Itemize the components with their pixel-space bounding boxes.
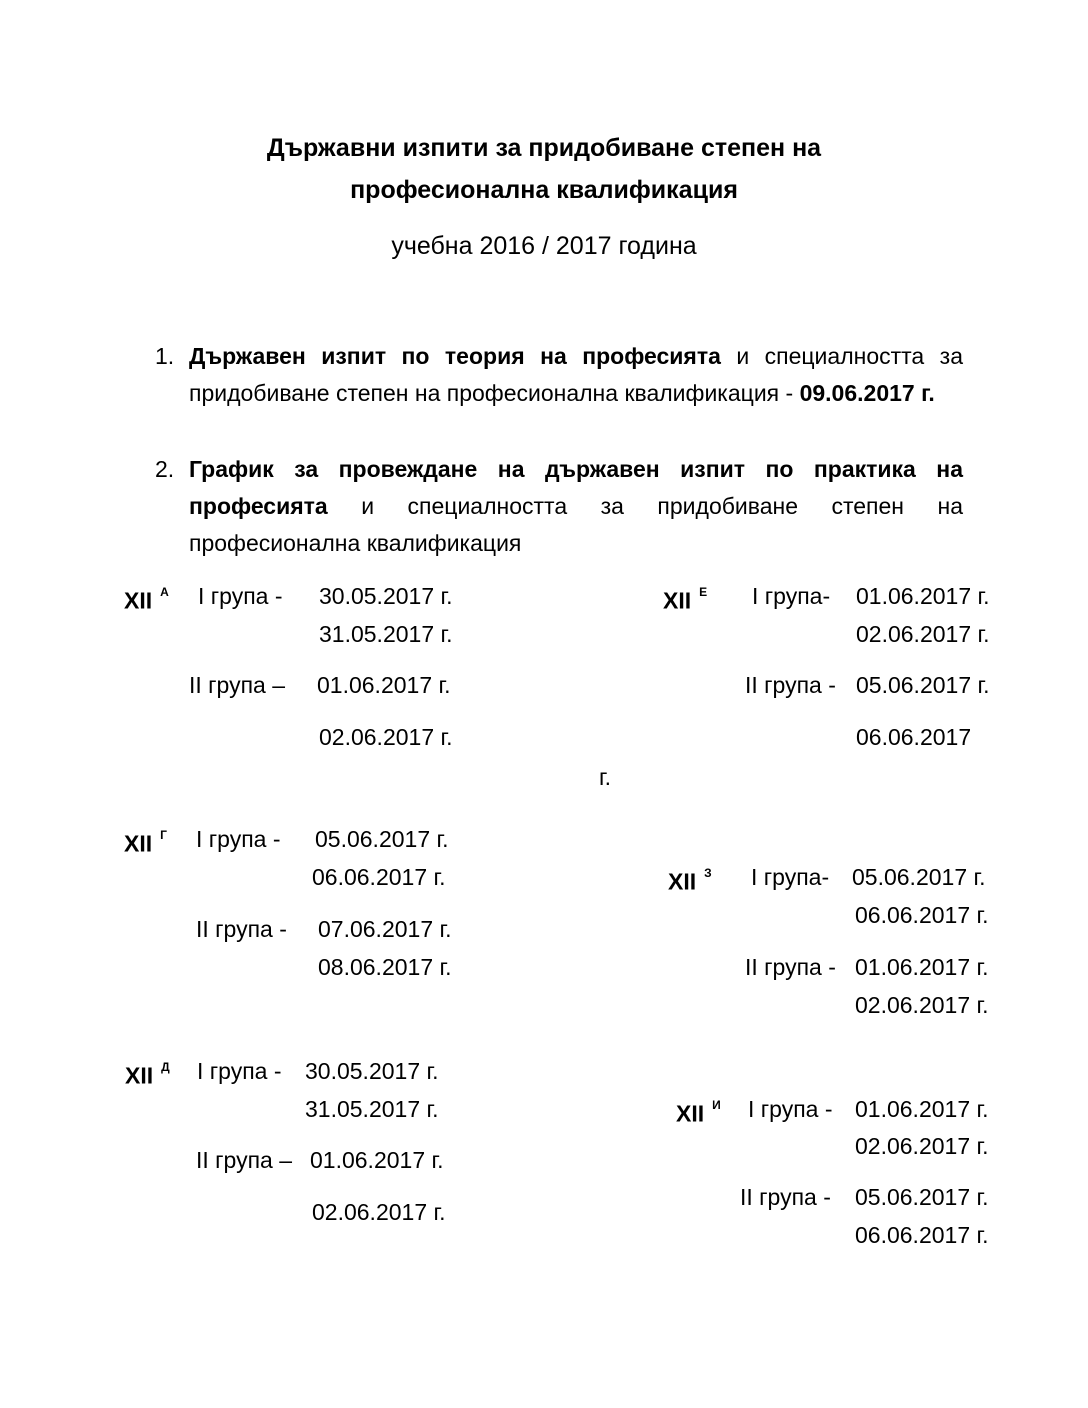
class-letter: Е — [699, 585, 708, 599]
list-item-text — [189, 338, 963, 412]
group-1-label: I група- — [751, 864, 830, 890]
practice-exam-title: График за провеждане на държавен изпит по практика на професията — [189, 456, 963, 519]
group-2-label: II група - — [196, 916, 287, 942]
group-2-date-1: 01.06.2017 г. — [310, 1147, 444, 1173]
group-2-label: II група - — [740, 1184, 831, 1210]
group-1-label: I група - — [198, 583, 283, 609]
class-name: XII — [676, 1100, 705, 1127]
class-letter: И — [712, 1098, 721, 1112]
class-label-xii-z — [668, 863, 712, 896]
group-1-date-1: 01.06.2017 г. — [855, 1096, 989, 1122]
class-label-xii-e — [663, 582, 707, 615]
class-name: XII — [125, 1062, 154, 1089]
group-2-label: II група – — [196, 1147, 293, 1173]
group-1-date-2: 31.05.2017 г. — [319, 621, 453, 647]
stray-year-suffix: г. — [599, 764, 611, 790]
class-label-xii-i — [676, 1095, 721, 1128]
list-item-number: 2. — [155, 456, 175, 482]
group-1-label: I група - — [197, 1058, 282, 1084]
group-2-date-1: 01.06.2017 г. — [855, 954, 989, 980]
group-1-date-1: 30.05.2017 г. — [319, 583, 453, 609]
list-item-text — [189, 451, 963, 562]
class-label-xii-a — [124, 582, 169, 615]
group-1-date-1: 05.06.2017 г. — [315, 826, 449, 852]
group-1-label: I група - — [196, 826, 281, 852]
class-name: XII — [663, 587, 692, 614]
group-1-date-1: 01.06.2017 г. — [856, 583, 990, 609]
group-2-date-2: 06.06.2017 — [856, 724, 972, 750]
group-2-date-1: 07.06.2017 г. — [318, 916, 452, 942]
group-1-date-1: 05.06.2017 г. — [852, 864, 986, 890]
group-2-date-1: 05.06.2017 г. — [856, 672, 990, 698]
practice-exam-description: и специалността за придобиване степен на професионална квалификация — [189, 493, 963, 556]
class-name: XII — [124, 587, 153, 614]
list-item-number: 1. — [155, 343, 175, 369]
group-1-date-2: 02.06.2017 г. — [856, 621, 990, 647]
class-letter: Г — [160, 828, 167, 842]
group-2-label: II група – — [189, 672, 286, 698]
group-2-label: II група - — [745, 954, 836, 980]
list-item-theory-exam — [155, 338, 963, 412]
theory-exam-title: Държавен изпит по теория на професията — [189, 343, 721, 369]
group-1-label: I група - — [748, 1096, 833, 1122]
class-letter: З — [704, 866, 712, 880]
theory-exam-description: и специалността за придобиване степен на професионална квалификация - — [189, 343, 963, 406]
class-name: XII — [668, 868, 697, 895]
class-label-xii-g — [124, 825, 167, 858]
list-item-practice-exam — [155, 451, 963, 562]
group-1-date-2: 06.06.2017 г. — [312, 864, 446, 890]
group-2-date-2: 02.06.2017 г. — [855, 992, 989, 1018]
group-2-date-1: 01.06.2017 г. — [317, 672, 451, 698]
theory-exam-date: 09.06.2017 г. — [799, 380, 935, 406]
page-title-line1: Държавни изпити за придобиване степен на — [266, 134, 822, 162]
class-letter: А — [160, 585, 169, 599]
group-1-date-2: 31.05.2017 г. — [305, 1096, 439, 1122]
group-1-label: I група- — [752, 583, 831, 609]
group-2-date-1: 05.06.2017 г. — [855, 1184, 989, 1210]
group-1-date-1: 30.05.2017 г. — [305, 1058, 439, 1084]
group-2-label: II група - — [745, 672, 836, 698]
group-2-date-2: 02.06.2017 г. — [312, 1199, 446, 1225]
class-letter: Д — [161, 1060, 170, 1074]
class-name: XII — [124, 830, 153, 857]
group-2-date-2: 08.06.2017 г. — [318, 954, 452, 980]
page-title-line2: професионална квалификация — [350, 176, 738, 204]
school-year: учебна 2016 / 2017 година — [391, 232, 697, 260]
group-1-date-2: 02.06.2017 г. — [855, 1133, 989, 1159]
group-2-date-2: 06.06.2017 г. — [855, 1222, 989, 1248]
group-1-date-2: 06.06.2017 г. — [855, 902, 989, 928]
class-label-xii-d — [125, 1057, 170, 1090]
group-2-date-2: 02.06.2017 г. — [319, 724, 453, 750]
